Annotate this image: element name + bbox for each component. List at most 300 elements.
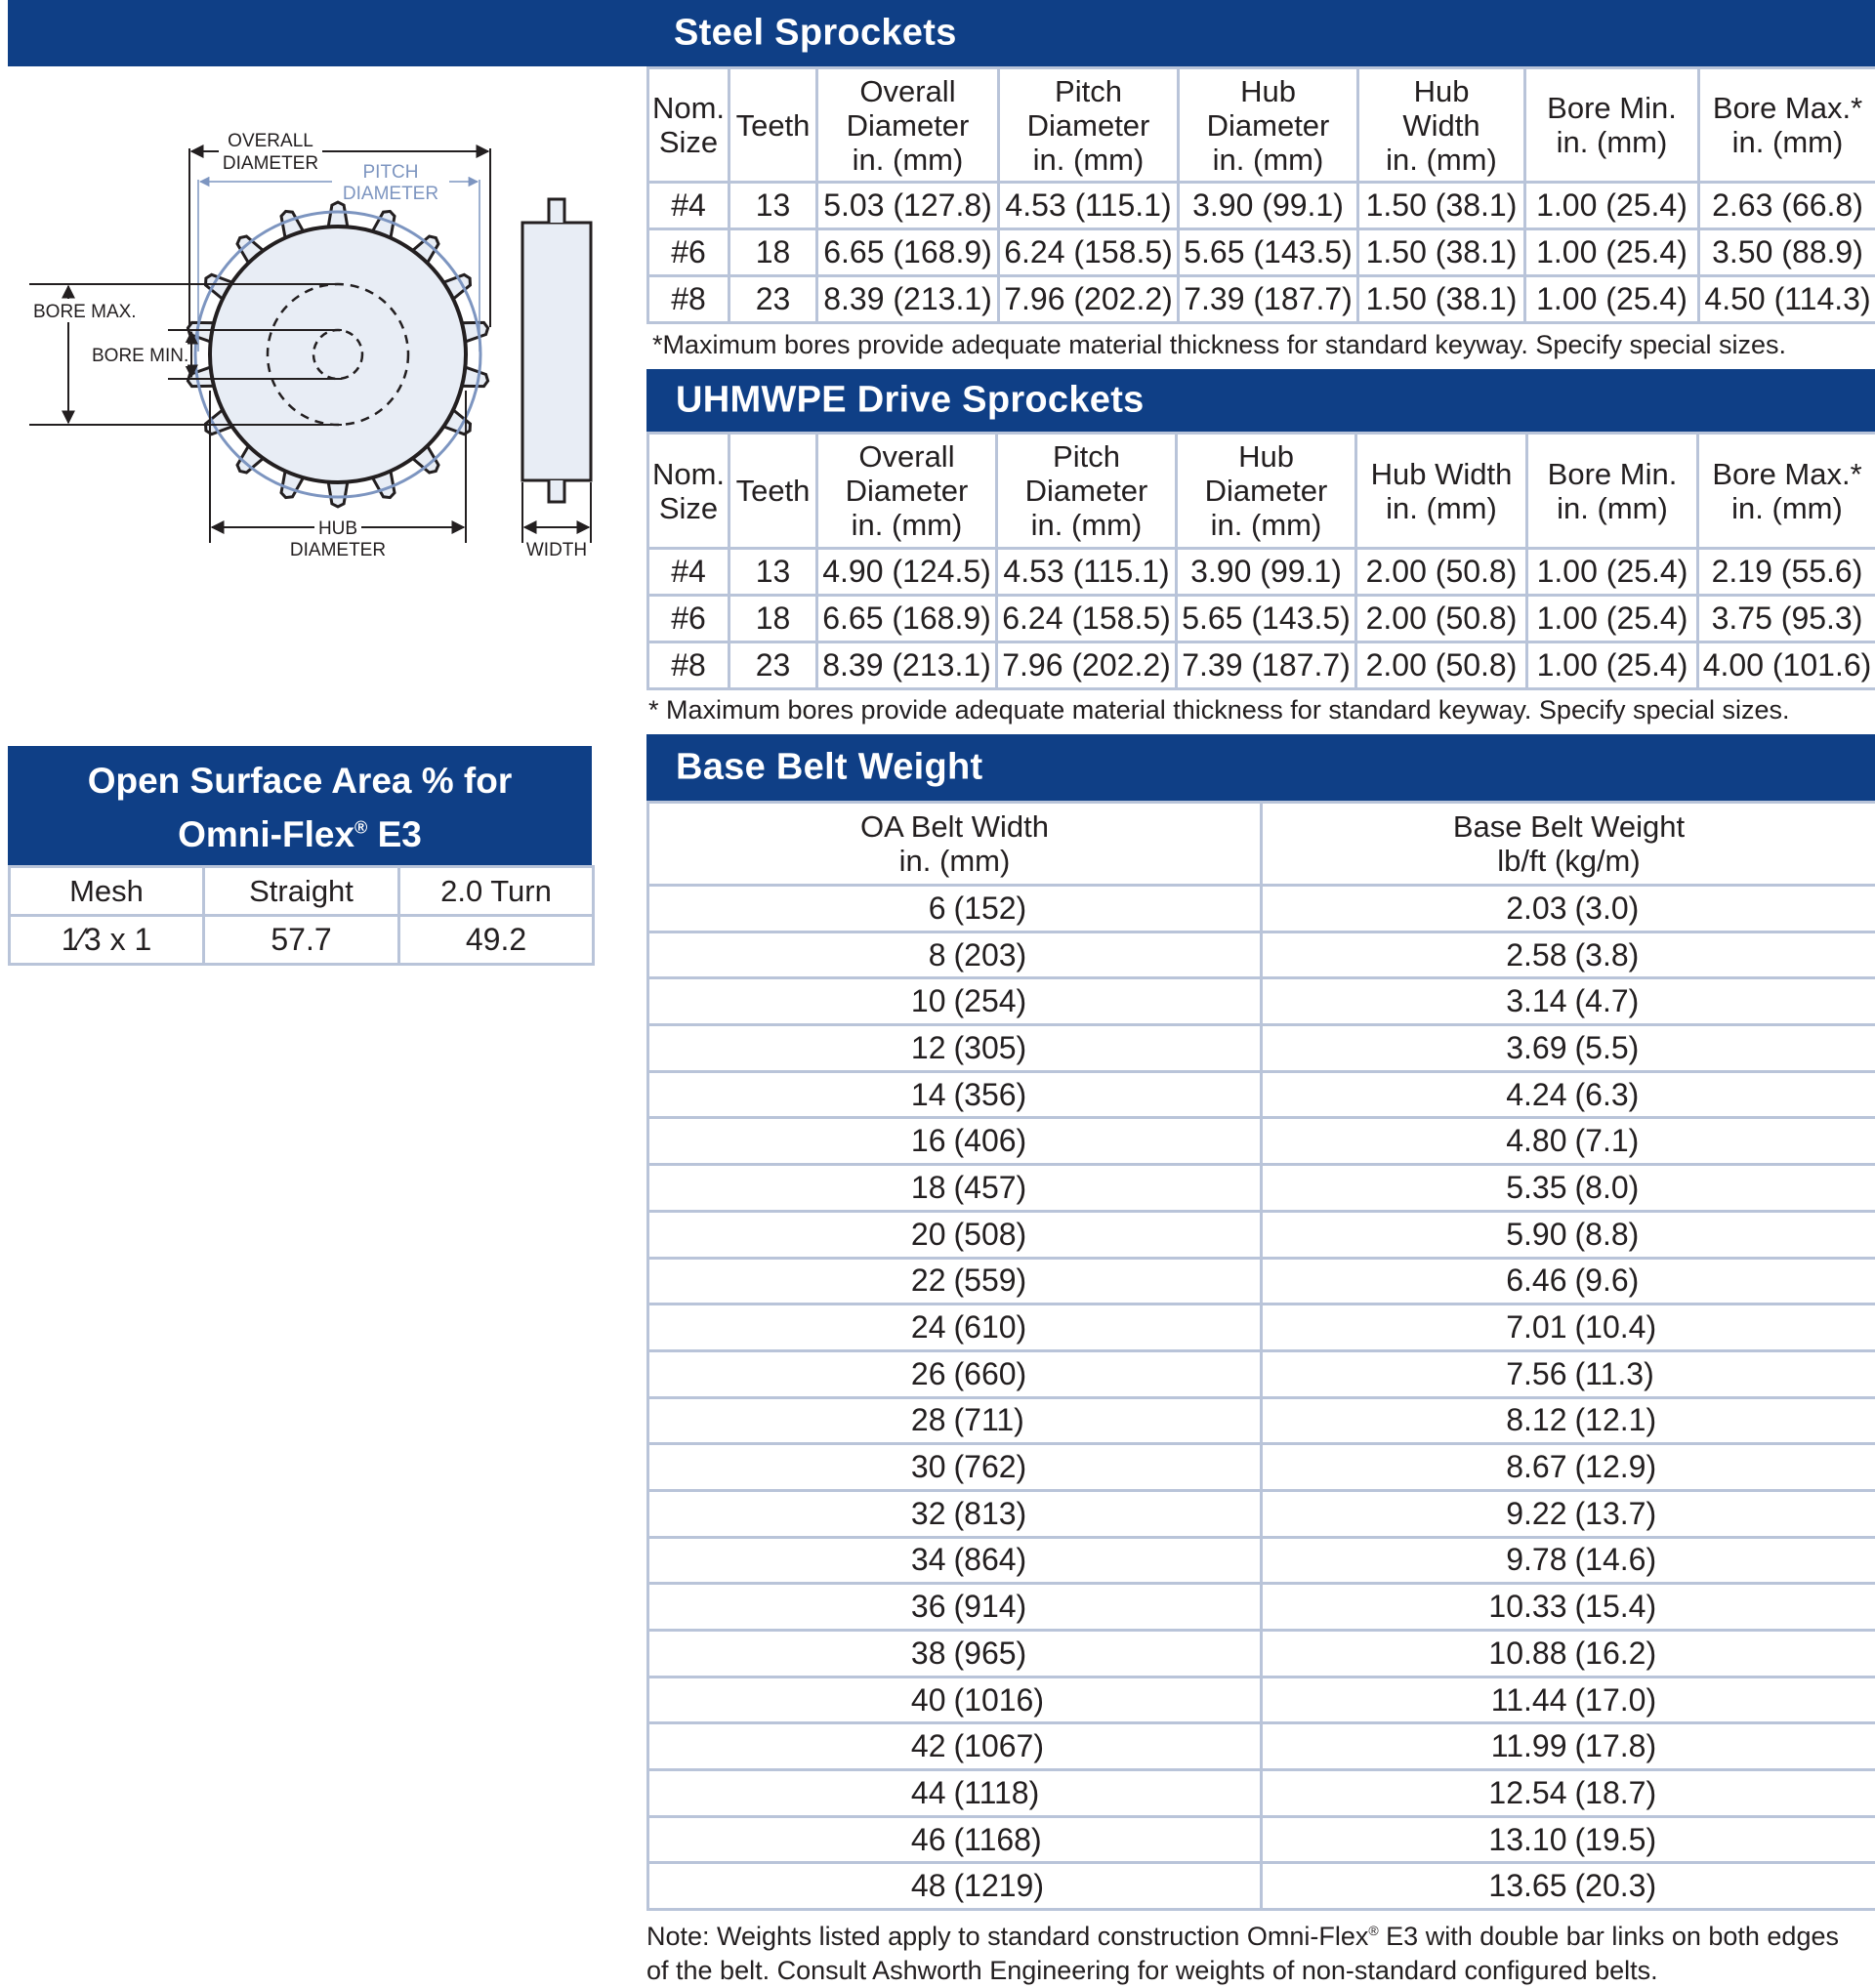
width-mm: (762)	[946, 1449, 1050, 1485]
weight-lbft: 10.88	[1479, 1636, 1567, 1672]
table-cell: 4.53 (115.1)	[999, 183, 1179, 229]
uhmwpe_sprockets-col-header	[1177, 434, 1356, 549]
open-surface-title-line1: Open Surface Area % for	[8, 746, 592, 805]
table-row	[648, 1490, 1875, 1537]
width-mm: (1067)	[946, 1728, 1050, 1764]
weight-kgm: (3.0)	[1567, 890, 1659, 927]
header-line: Hub	[1178, 439, 1354, 474]
width-inches: 18	[860, 1170, 946, 1206]
table-cell: #4	[648, 183, 729, 229]
header-line: Bore Max.*	[1699, 457, 1875, 491]
table-row	[648, 1584, 1875, 1631]
steel_sprockets-col-header	[1699, 68, 1875, 183]
belt-weight-cell	[1262, 1165, 1875, 1212]
table-row	[648, 886, 1875, 932]
table-row	[648, 276, 1875, 323]
width-inches: 12	[860, 1030, 946, 1066]
pitch-diameter-label-1: PITCH	[363, 162, 419, 183]
uhmwpe_sprockets-col-header	[1527, 434, 1698, 549]
header-line: Hub Width	[1357, 457, 1525, 491]
hub-circle	[210, 227, 466, 482]
belt-width-cell	[648, 1677, 1262, 1723]
belt-weight-cell	[1262, 932, 1875, 978]
table-cell: 2.00 (50.8)	[1356, 596, 1527, 642]
table-row	[648, 229, 1875, 276]
header-line: in. (mm)	[818, 143, 997, 177]
weight-kgm: (16.2)	[1567, 1636, 1659, 1672]
width-mm: (203)	[946, 937, 1050, 973]
belt-width-cell	[648, 1444, 1262, 1491]
open-surface-header-row	[10, 867, 594, 916]
width-inches: 26	[860, 1356, 946, 1392]
width-inches: 8	[860, 937, 946, 973]
header-line: in. (mm)	[818, 508, 995, 542]
header-line: Bore Min.	[1526, 91, 1697, 125]
weight-lbft: 4.80	[1479, 1123, 1567, 1159]
width-mm: (457)	[946, 1170, 1050, 1206]
weight-lbft: 7.56	[1479, 1356, 1567, 1392]
table-cell: 1.00 (25.4)	[1527, 549, 1698, 596]
table-row	[648, 1305, 1875, 1351]
weight-kgm: (8.8)	[1567, 1217, 1659, 1253]
table-row	[648, 1350, 1875, 1397]
table-cell: 23	[729, 642, 817, 689]
header-line: Teeth	[730, 474, 815, 508]
belt-width-cell	[648, 1350, 1262, 1397]
table-cell: 13	[729, 183, 817, 229]
belt-weight-cell	[1262, 1444, 1875, 1491]
belt-weight-cell	[1262, 1677, 1875, 1723]
header-line: in. (mm)	[1699, 491, 1875, 525]
header-line: in. (mm)	[1178, 508, 1354, 542]
belt-weight-cell	[1262, 1863, 1875, 1910]
overall-diameter-label-2: DIAMETER	[223, 153, 318, 174]
weight-lbft: 3.69	[1479, 1030, 1567, 1066]
weight-kgm: (6.3)	[1567, 1077, 1659, 1113]
width-inches: 6	[860, 890, 946, 927]
table-row	[648, 1723, 1875, 1770]
width-inches: 32	[860, 1496, 946, 1532]
uhmwpe-body	[648, 549, 1875, 689]
belt-weight-cell	[1262, 1584, 1875, 1631]
belt-weight-cell	[1262, 1350, 1875, 1397]
steel-body	[648, 183, 1875, 323]
belt-header-row	[648, 803, 1875, 886]
table-cell: #8	[648, 642, 729, 689]
header-line: Size	[649, 125, 728, 159]
belt-width-cell	[648, 1211, 1262, 1258]
open-surface-title-line2: Omni-Flex® E3	[178, 814, 422, 854]
header-line: OA Belt Width	[649, 809, 1260, 844]
weight-kgm: (12.1)	[1567, 1402, 1659, 1438]
header-line: in. (mm)	[1357, 491, 1525, 525]
weight-kgm: (15.4)	[1567, 1589, 1659, 1625]
weight-kgm: (7.1)	[1567, 1123, 1659, 1159]
weight-kgm: (18.7)	[1567, 1775, 1659, 1811]
table-cell: 4.53 (115.1)	[997, 549, 1177, 596]
col-turn: 2.0 Turn	[399, 867, 594, 916]
weight-lbft: 8.67	[1479, 1449, 1567, 1485]
weight-lbft: 7.01	[1479, 1309, 1567, 1346]
uhmwpe_sprockets-col-header	[1356, 434, 1527, 549]
belt-weight-cell	[1262, 1071, 1875, 1118]
table-row	[648, 932, 1875, 978]
table-cell: 5.65 (143.5)	[1179, 229, 1358, 276]
table-cell: 18	[729, 596, 817, 642]
belt-width-cell	[648, 1165, 1262, 1212]
uhmwpe-sprockets-table	[646, 432, 1875, 690]
table-cell: #8	[648, 276, 729, 323]
table-cell: 8.39 (213.1)	[817, 276, 999, 323]
uhmwpe-sprockets-header	[646, 369, 1875, 432]
width-inches: 20	[860, 1217, 946, 1253]
weight-lbft: 2.58	[1479, 937, 1567, 973]
header-line: Diameter	[998, 474, 1175, 508]
width-inches: 44	[860, 1775, 946, 1811]
weight-lbft: 4.24	[1479, 1077, 1567, 1113]
belt-weight-cell	[1262, 1258, 1875, 1305]
width-mm: (305)	[946, 1030, 1050, 1066]
belt-body	[648, 886, 1875, 1910]
weight-lbft: 13.10	[1479, 1822, 1567, 1858]
header-line: Width	[1359, 108, 1523, 143]
table-row	[648, 1397, 1875, 1444]
width-inches: 46	[860, 1822, 946, 1858]
width-inches: 30	[860, 1449, 946, 1485]
belt-width-cell	[648, 978, 1262, 1025]
weight-kgm: (13.7)	[1567, 1496, 1659, 1532]
uhmwpe_sprockets-col-header	[648, 434, 729, 549]
weight-lbft: 9.78	[1479, 1542, 1567, 1578]
width-mm: (152)	[946, 890, 1050, 927]
belt-width-cell	[648, 1537, 1262, 1584]
belt-weight-cell	[1262, 1397, 1875, 1444]
table-cell: 1.00 (25.4)	[1527, 596, 1698, 642]
straight-value: 57.7	[204, 916, 399, 965]
sprocket-diagram	[0, 107, 625, 576]
steel-sprockets-title: Steel Sprockets	[674, 13, 957, 55]
table-cell: 3.50 (88.9)	[1699, 229, 1875, 276]
table-cell: 7.39 (187.7)	[1179, 276, 1358, 323]
width-mm: (660)	[946, 1356, 1050, 1392]
belt-weight-cell	[1262, 886, 1875, 932]
header-line: in. (mm)	[998, 508, 1175, 542]
belt-width-cell	[648, 1770, 1262, 1817]
table-cell: 7.39 (187.7)	[1177, 642, 1356, 689]
header-line: Pitch	[1000, 74, 1177, 108]
width-mm: (559)	[946, 1263, 1050, 1299]
weight-lbft: 9.22	[1479, 1496, 1567, 1532]
uhmwpe-sprockets-note: * Maximum bores provide adequate material thickness for standard keyway. Specify special sizes.	[648, 693, 1790, 727]
belt-col-header	[648, 803, 1262, 886]
weight-kgm: (14.6)	[1567, 1542, 1659, 1578]
belt-weight-cell	[1262, 1211, 1875, 1258]
weight-kgm: (4.7)	[1567, 983, 1659, 1019]
belt-width-cell	[648, 1025, 1262, 1072]
belt-width-cell	[648, 1631, 1262, 1677]
steel_sprockets-col-header	[729, 68, 817, 183]
table-cell: 3.90 (99.1)	[1177, 549, 1356, 596]
open-surface-header	[8, 746, 592, 865]
belt-width-cell	[648, 932, 1262, 978]
header-line: Diameter	[1000, 108, 1177, 143]
table-cell: 4.90 (124.5)	[817, 549, 997, 596]
width-inches: 48	[860, 1868, 946, 1904]
table-row	[648, 1631, 1875, 1677]
belt-width-cell	[648, 1816, 1262, 1863]
width-mm: (406)	[946, 1123, 1050, 1159]
weight-lbft: 11.99	[1479, 1728, 1567, 1764]
table-cell: 6.24 (158.5)	[999, 229, 1179, 276]
table-row	[648, 183, 1875, 229]
uhmwpe_sprockets-col-header	[1698, 434, 1875, 549]
belt-weight-cell	[1262, 1118, 1875, 1165]
weight-lbft: 5.90	[1479, 1217, 1567, 1253]
uhmwpe_sprockets-col-header	[997, 434, 1177, 549]
table-cell: 5.65 (143.5)	[1177, 596, 1356, 642]
header-line: Overall	[818, 74, 997, 108]
width-mm: (914)	[946, 1589, 1050, 1625]
open-surface-row	[10, 916, 594, 965]
weight-kgm: (17.8)	[1567, 1728, 1659, 1764]
width-inches: 16	[860, 1123, 946, 1159]
table-row	[648, 1165, 1875, 1212]
table-cell: 1.00 (25.4)	[1525, 276, 1699, 323]
belt-weight-cell	[1262, 1723, 1875, 1770]
table-cell: 4.50 (114.3)	[1699, 276, 1875, 323]
steel-header-row	[648, 68, 1875, 183]
table-row	[648, 1118, 1875, 1165]
table-cell: 6.65 (168.9)	[817, 229, 999, 276]
width-inches: 22	[860, 1263, 946, 1299]
width-mm: (610)	[946, 1309, 1050, 1346]
header-line: lb/ft (kg/m)	[1263, 844, 1875, 878]
col-mesh: Mesh	[10, 867, 204, 916]
hub-diameter-label-2: DIAMETER	[290, 540, 386, 560]
table-cell: #6	[648, 229, 729, 276]
width-mm: (813)	[946, 1496, 1050, 1532]
width-mm: (356)	[946, 1077, 1050, 1113]
weight-lbft: 13.65	[1479, 1868, 1567, 1904]
table-row	[648, 1816, 1875, 1863]
header-line: Nom.	[649, 91, 728, 125]
header-line: Overall	[818, 439, 995, 474]
width-inches: 28	[860, 1402, 946, 1438]
header-line: Base Belt Weight	[1263, 809, 1875, 844]
steel_sprockets-col-header	[1525, 68, 1699, 183]
weight-kgm: (10.4)	[1567, 1309, 1659, 1346]
width-mm: (711)	[946, 1402, 1050, 1438]
width-inches: 34	[860, 1542, 946, 1578]
steel_sprockets-col-header	[1179, 68, 1358, 183]
header-line: Hub	[1180, 74, 1356, 108]
belt-weight-cell	[1262, 1631, 1875, 1677]
belt-width-cell	[648, 886, 1262, 932]
table-cell: 13	[729, 549, 817, 596]
header-line: in. (mm)	[649, 844, 1260, 878]
header-line: Bore Max.*	[1700, 91, 1875, 125]
steel-sprockets-header	[8, 0, 1875, 66]
col-straight: Straight	[204, 867, 399, 916]
header-line: Diameter	[1178, 474, 1354, 508]
width-inches: 40	[860, 1682, 946, 1719]
table-row	[648, 1211, 1875, 1258]
table-cell: 4.00 (101.6)	[1698, 642, 1875, 689]
weight-lbft: 8.12	[1479, 1402, 1567, 1438]
steel_sprockets-col-header	[999, 68, 1179, 183]
uhmwpe-header-row	[648, 434, 1875, 549]
weight-lbft: 10.33	[1479, 1589, 1567, 1625]
header-line: Diameter	[1180, 108, 1356, 143]
base-belt-weight-table	[646, 801, 1875, 1911]
width-mm: (1118)	[946, 1775, 1050, 1811]
uhmwpe_sprockets-col-header	[817, 434, 997, 549]
belt-weight-cell	[1262, 1490, 1875, 1537]
header-line: Nom.	[649, 457, 728, 491]
weight-kgm: (20.3)	[1567, 1868, 1659, 1904]
mesh-value: 1⁄3 x 1	[10, 916, 204, 965]
table-row	[648, 1258, 1875, 1305]
belt-width-cell	[648, 1305, 1262, 1351]
table-cell: 1.00 (25.4)	[1525, 229, 1699, 276]
width-inches: 42	[860, 1728, 946, 1764]
width-inches: 36	[860, 1589, 946, 1625]
table-cell: 7.96 (202.2)	[997, 642, 1177, 689]
table-row	[648, 1770, 1875, 1817]
table-row	[648, 978, 1875, 1025]
weight-kgm: (8.0)	[1567, 1170, 1659, 1206]
table-cell: 6.65 (168.9)	[817, 596, 997, 642]
weight-lbft: 11.44	[1479, 1682, 1567, 1719]
weight-kgm: (11.3)	[1567, 1356, 1659, 1392]
belt-weight-cell	[1262, 1537, 1875, 1584]
belt-width-cell	[648, 1863, 1262, 1910]
overall-diameter-label-1: OVERALL	[228, 131, 313, 151]
open-surface-table	[8, 865, 595, 966]
table-cell: 3.90 (99.1)	[1179, 183, 1358, 229]
table-cell: 23	[729, 276, 817, 323]
width-inches: 14	[860, 1077, 946, 1113]
weight-kgm: (12.9)	[1567, 1449, 1659, 1485]
header-line: Diameter	[818, 108, 997, 143]
uhmwpe_sprockets-col-header	[729, 434, 817, 549]
steel_sprockets-col-header	[648, 68, 729, 183]
table-cell: 2.19 (55.6)	[1698, 549, 1875, 596]
belt-width-cell	[648, 1118, 1262, 1165]
weight-kgm: (3.8)	[1567, 937, 1659, 973]
note-line-1: Note: Weights listed apply to standard construction Omni-Flex® E3 with double bar links on both edges	[646, 1914, 1867, 1954]
steel_sprockets-col-header	[1358, 68, 1525, 183]
width-mm: (1016)	[946, 1682, 1050, 1719]
table-row	[648, 596, 1875, 642]
table-cell: 7.96 (202.2)	[999, 276, 1179, 323]
width-mm: (508)	[946, 1217, 1050, 1253]
table-cell: 5.03 (127.8)	[817, 183, 999, 229]
table-cell: 2.63 (66.8)	[1699, 183, 1875, 229]
width-inches: 24	[860, 1309, 946, 1346]
header-line: in. (mm)	[1700, 125, 1875, 159]
header-line: in. (mm)	[1359, 143, 1523, 177]
sprocket-side-view	[522, 199, 591, 543]
belt-width-cell	[648, 1490, 1262, 1537]
steel_sprockets-col-header	[817, 68, 999, 183]
table-cell: 2.00 (50.8)	[1356, 549, 1527, 596]
table-cell: 1.50 (38.1)	[1358, 183, 1525, 229]
table-row	[648, 1677, 1875, 1723]
bore-max-label: BORE MAX.	[33, 302, 137, 322]
note-line-2: of the belt. Consult Ashworth Engineering for weights of non-standard configured belts.	[646, 1954, 1867, 1988]
belt-width-cell	[648, 1723, 1262, 1770]
table-cell: 2.00 (50.8)	[1356, 642, 1527, 689]
steel-sprockets-note: *Maximum bores provide adequate material thickness for standard keyway. Specify special sizes.	[652, 328, 1786, 362]
table-cell: 1.50 (38.1)	[1358, 276, 1525, 323]
header-line: in. (mm)	[1528, 491, 1696, 525]
table-cell: 6.24 (158.5)	[997, 596, 1177, 642]
weight-kgm: (9.6)	[1567, 1263, 1659, 1299]
width-inches: 38	[860, 1636, 946, 1672]
table-cell: 1.00 (25.4)	[1525, 183, 1699, 229]
weight-lbft: 3.14	[1479, 983, 1567, 1019]
width-mm: (965)	[946, 1636, 1050, 1672]
table-row	[648, 1537, 1875, 1584]
weight-lbft: 2.03	[1479, 890, 1567, 927]
table-cell: #6	[648, 596, 729, 642]
table-row	[648, 1444, 1875, 1491]
width-mm: (864)	[946, 1542, 1050, 1578]
turn-value: 49.2	[399, 916, 594, 965]
width-mm: (1168)	[946, 1822, 1050, 1858]
table-row	[648, 1025, 1875, 1072]
weight-kgm: (5.5)	[1567, 1030, 1659, 1066]
table-row	[648, 1863, 1875, 1910]
base-belt-weight-header	[646, 734, 1875, 801]
header-line: Pitch	[998, 439, 1175, 474]
table-cell: #4	[648, 549, 729, 596]
belt-width-cell	[648, 1397, 1262, 1444]
belt-weight-cell	[1262, 1770, 1875, 1817]
bore-min-label: BORE MIN.	[92, 346, 188, 366]
belt-weight-cell	[1262, 1305, 1875, 1351]
pitch-diameter-label-2: DIAMETER	[343, 184, 438, 204]
base-belt-weight-note	[646, 1914, 1867, 1988]
weight-lbft: 6.46	[1479, 1263, 1567, 1299]
table-row	[648, 1071, 1875, 1118]
width-mm: (1219)	[946, 1868, 1050, 1904]
belt-weight-cell	[1262, 1816, 1875, 1863]
header-line: Size	[649, 491, 728, 525]
hub-diameter-label-1: HUB	[318, 518, 357, 539]
width-mm: (254)	[946, 983, 1050, 1019]
weight-kgm: (19.5)	[1567, 1822, 1659, 1858]
belt-width-cell	[648, 1071, 1262, 1118]
uhmwpe-sprockets-title: UHMWPE Drive Sprockets	[676, 380, 1145, 422]
table-cell: 1.00 (25.4)	[1527, 642, 1698, 689]
belt-width-cell	[648, 1584, 1262, 1631]
base-belt-weight-title: Base Belt Weight	[676, 747, 983, 789]
weight-lbft: 12.54	[1479, 1775, 1567, 1811]
header-line: Diameter	[818, 474, 995, 508]
steel-sprockets-table	[646, 66, 1875, 324]
table-cell: 3.75 (95.3)	[1698, 596, 1875, 642]
header-line: Hub	[1359, 74, 1523, 108]
width-label: WIDTH	[526, 540, 587, 560]
table-cell: 18	[729, 229, 817, 276]
table-row	[648, 642, 1875, 689]
weight-lbft: 5.35	[1479, 1170, 1567, 1206]
width-inches: 10	[860, 983, 946, 1019]
belt-weight-cell	[1262, 978, 1875, 1025]
header-line: in. (mm)	[1180, 143, 1356, 177]
